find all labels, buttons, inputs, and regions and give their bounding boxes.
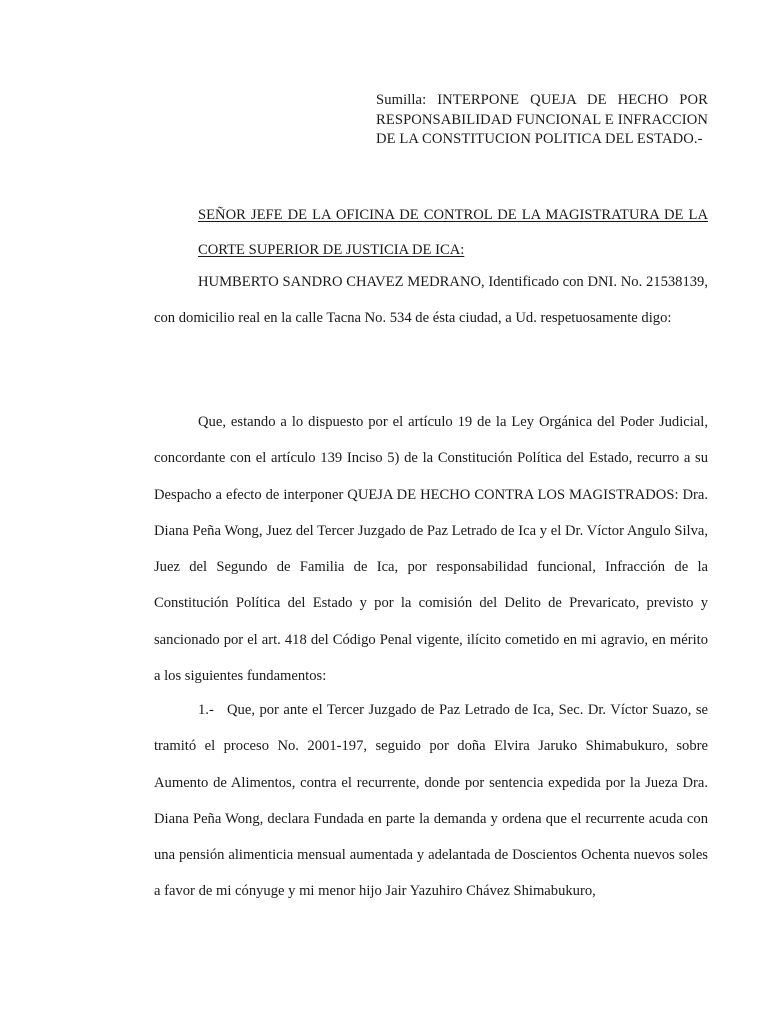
- intro-paragraph: HUMBERTO SANDRO CHAVEZ MEDRANO, Identificado con DNI. No. 21538139, con domicilio real en la calle Tacna No. 534 de ésta ciudad, a Ud. respetuosamente digo:: [154, 274, 708, 327]
- addressee-heading: SEÑOR JEFE DE LA OFICINA DE CONTROL DE LA MAGISTRATURA DE LA CORTE SUPERIOR DE JUSTICIA DE ICA:: [198, 207, 708, 258]
- item-text: Que, por ante el Tercer Juzgado de Paz Letrado de Ica, Sec. Dr. Víctor Suazo, se tramitó el proceso No. 2001-197, seguido por doña Elvira Jaruko Shimabukuro, sobre Aumento de Alimentos, contra el recurrente, donde por sentencia expedida por la Jueza Dra. Diana Peña Wong, declara Fundada en parte la demanda y ordena que el recurrente acuda con una pensión alimenticia mensual aumentada y adelantada de Doscientos Ochenta nuevos soles a favor de mi cónyuge y mi menor hijo Jair Yazuhiro Chávez Shimabukuro,: [154, 702, 708, 900]
- item-number: 1.-: [198, 702, 214, 718]
- sumilla-block: Sumilla: INTERPONE QUEJA DE HECHO POR RESPONSABILIDAD FUNCIONAL E INFRACCION DE LA CONSTITUCION POLITICA DEL ESTADO.-: [376, 92, 708, 148]
- body-paragraph: Que, estando a lo dispuesto por el artículo 19 de la Ley Orgánica del Poder Judicial, concordante con el artículo 139 Inciso 5) de la Constitución Política del Estado, recurro a su Despacho a efecto de interponer QUEJA DE HECHO CONTRA LOS MAGISTRADOS: Dra. Diana Peña Wong, Juez del Tercer Juzgado de Paz Letrado de Ica y el Dr. Víctor Angulo Silva, Juez del Segundo de Familia de Ica, por responsabilidad funcional, Infracción de la Constitución Política del Estado y por la comisión del Delito de Prevaricato, previsto y sancionado por el art. 418 del Código Penal vigente, ilícito cometido en mi agravio, en mérito a los siguientes fundamentos:: [154, 414, 708, 685]
- numbered-item: [154, 692, 708, 910]
